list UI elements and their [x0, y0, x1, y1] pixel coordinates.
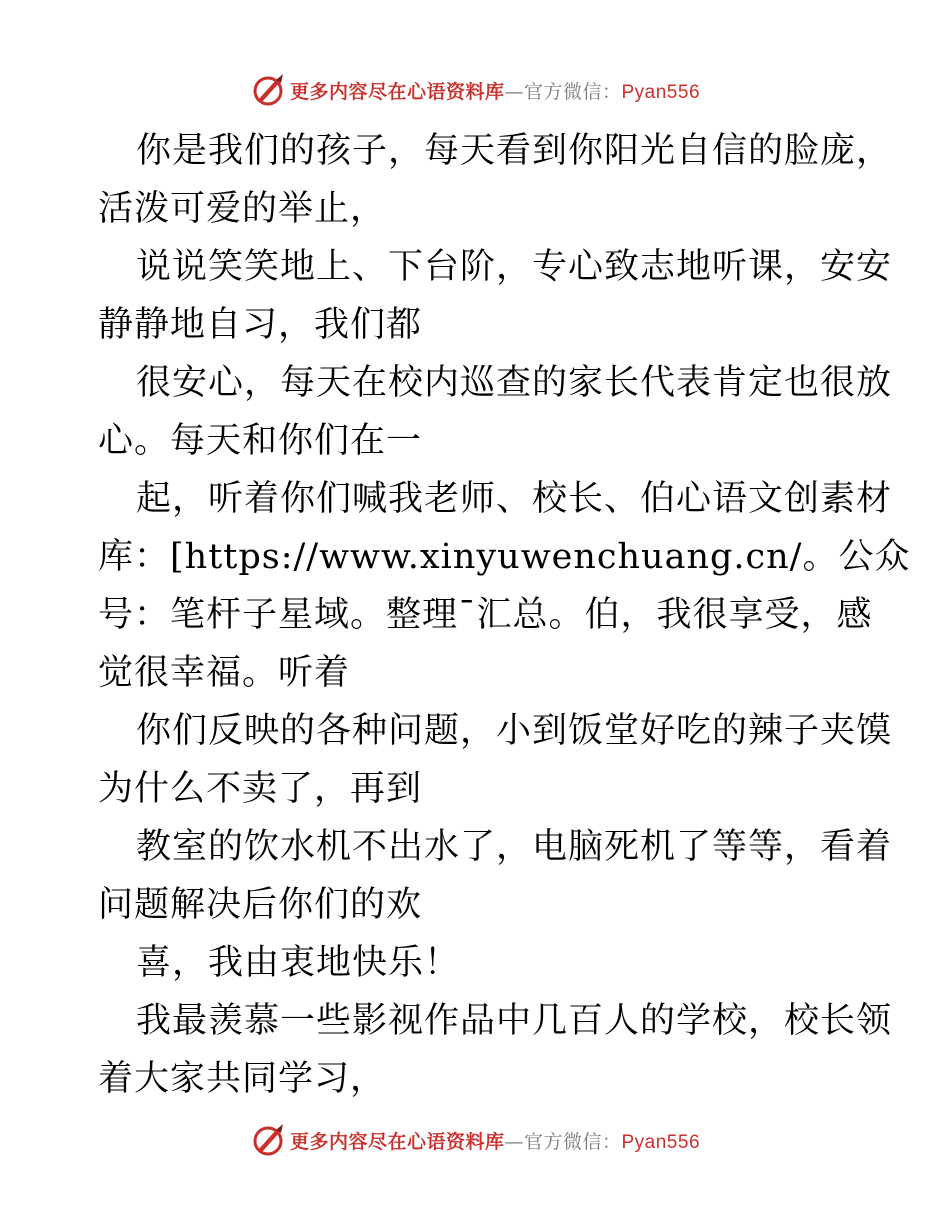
- body-line: 很安心，每天在校内巡查的家长代表肯定也很放: [136, 363, 893, 403]
- body-line: 心。每天和你们在一: [98, 421, 423, 461]
- header-dash: —: [504, 80, 524, 103]
- header-wechat-label: 官方微信：: [523, 80, 622, 103]
- footer-wechat-id: Pyan556: [621, 1131, 701, 1153]
- body-line: 静静地自习，我们都: [98, 305, 423, 345]
- header-site-text: 更多内容尽在心语资料库: [289, 80, 505, 103]
- body-line: 说说笑笑地上、下台阶，专心致志地听课，安安: [136, 247, 893, 287]
- body-line: 库：[https://www.xinyuwenchuang.cn/。公众: [98, 537, 911, 577]
- footer-banner: [0, 1120, 950, 1160]
- body-line: 觉很幸福。听着: [98, 653, 351, 693]
- quill-pen-logo-icon: [250, 1122, 286, 1158]
- document-body: [98, 122, 911, 1108]
- header-wechat-id: Pyan556: [621, 81, 701, 103]
- footer-wechat-label: 官方微信：: [523, 1130, 622, 1153]
- body-line: 起，听着你们喊我老师、校长、伯心语文创素材: [136, 479, 893, 519]
- body-line: 活泼可爱的举止，: [98, 189, 387, 229]
- body-line: 着大家共同学习，: [98, 1059, 387, 1099]
- body-line: 为什么不卖了，再到: [98, 769, 423, 809]
- body-line: 号：笔杆子星域。整理¯汇总。伯，我很享受，感: [98, 595, 873, 635]
- body-line: 我最羡慕一些影视作品中几百人的学校，校长领: [136, 1001, 893, 1041]
- body-line: 问题解决后你们的欢: [98, 885, 423, 925]
- footer-site-text: 更多内容尽在心语资料库: [289, 1130, 505, 1153]
- header-text: [290, 77, 700, 104]
- body-line: 你们反映的各种问题，小到饭堂好吃的辣子夹馍: [136, 711, 893, 751]
- body-line: 你是我们的孩子，每天看到你阳光自信的脸庞，: [136, 131, 893, 171]
- header-banner: [0, 70, 950, 110]
- body-line: 喜，我由衷地快乐！: [136, 943, 461, 983]
- footer-text: [290, 1127, 700, 1154]
- quill-pen-logo-icon: [250, 72, 286, 108]
- footer-dash: —: [504, 1130, 524, 1153]
- body-line: 教室的饮水机不出水了，电脑死机了等等，看着: [136, 827, 893, 867]
